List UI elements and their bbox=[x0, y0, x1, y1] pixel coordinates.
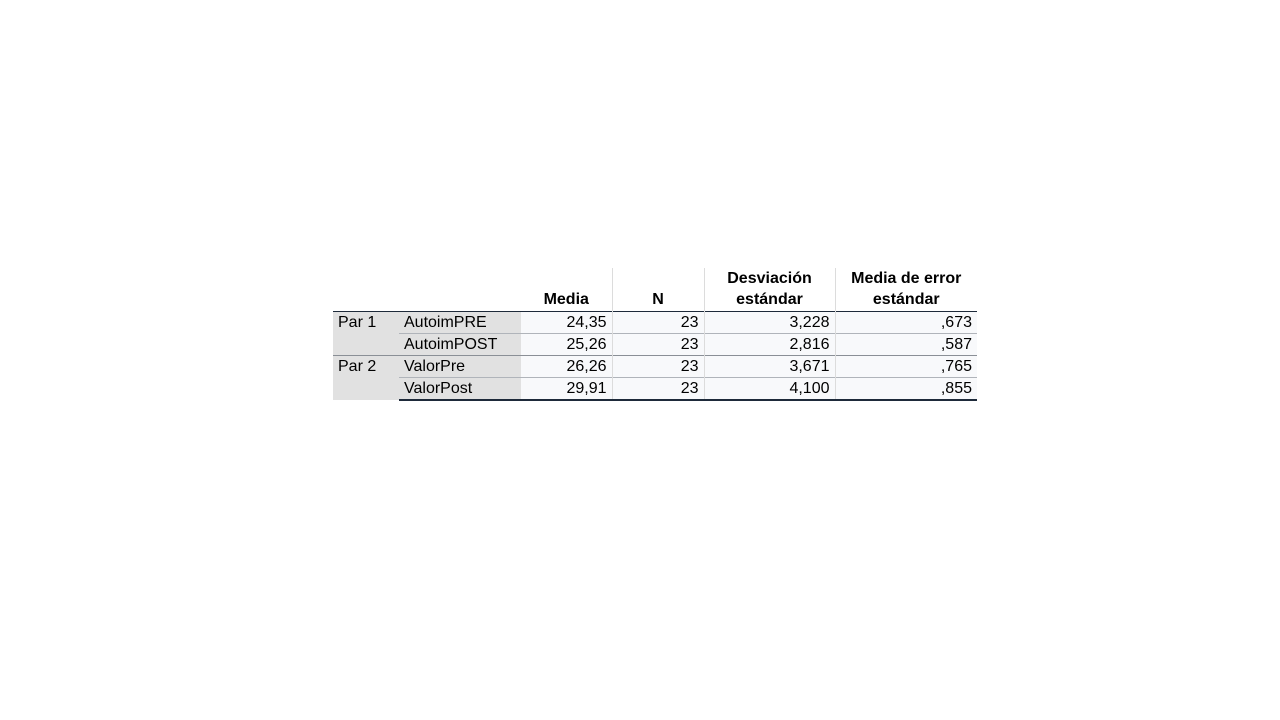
paired-statistics-table bbox=[333, 268, 977, 401]
n-value: 23 bbox=[612, 356, 704, 378]
header-error-line2: estándar bbox=[872, 291, 940, 308]
media-value: 25,26 bbox=[521, 334, 612, 356]
header-desviacion bbox=[704, 268, 835, 312]
table-row bbox=[333, 378, 977, 401]
n-value: 23 bbox=[612, 378, 704, 401]
header-row bbox=[333, 268, 977, 312]
table-row bbox=[333, 356, 977, 378]
desviacion-value: 3,671 bbox=[704, 356, 835, 378]
variable-name: AutoimPRE bbox=[399, 312, 521, 334]
variable-name: ValorPost bbox=[399, 378, 521, 401]
variable-name: AutoimPOST bbox=[399, 334, 521, 356]
header-empty-variable bbox=[399, 268, 521, 312]
error-value: ,855 bbox=[835, 378, 977, 401]
header-desviacion-line2: estándar bbox=[736, 291, 803, 308]
pair-label: Par 1 bbox=[333, 312, 399, 356]
header-media bbox=[521, 268, 612, 312]
error-value: ,765 bbox=[835, 356, 977, 378]
header-media-label: Media bbox=[543, 291, 589, 308]
media-value: 24,35 bbox=[521, 312, 612, 334]
table-row bbox=[333, 334, 977, 356]
header-error bbox=[835, 268, 977, 312]
header-n bbox=[612, 268, 704, 312]
pair-label: Par 2 bbox=[333, 356, 399, 401]
n-value: 23 bbox=[612, 312, 704, 334]
desviacion-value: 2,816 bbox=[704, 334, 835, 356]
desviacion-value: 4,100 bbox=[704, 378, 835, 401]
table-row bbox=[333, 312, 977, 334]
header-desviacion-line1: Desviación bbox=[727, 270, 812, 287]
header-error-line1: Media de error bbox=[851, 270, 962, 287]
desviacion-value: 3,228 bbox=[704, 312, 835, 334]
variable-name: ValorPre bbox=[399, 356, 521, 378]
media-value: 29,91 bbox=[521, 378, 612, 401]
n-value: 23 bbox=[612, 334, 704, 356]
error-value: ,673 bbox=[835, 312, 977, 334]
header-empty-pair bbox=[333, 268, 399, 312]
media-value: 26,26 bbox=[521, 356, 612, 378]
error-value: ,587 bbox=[835, 334, 977, 356]
header-n-label: N bbox=[652, 291, 664, 308]
